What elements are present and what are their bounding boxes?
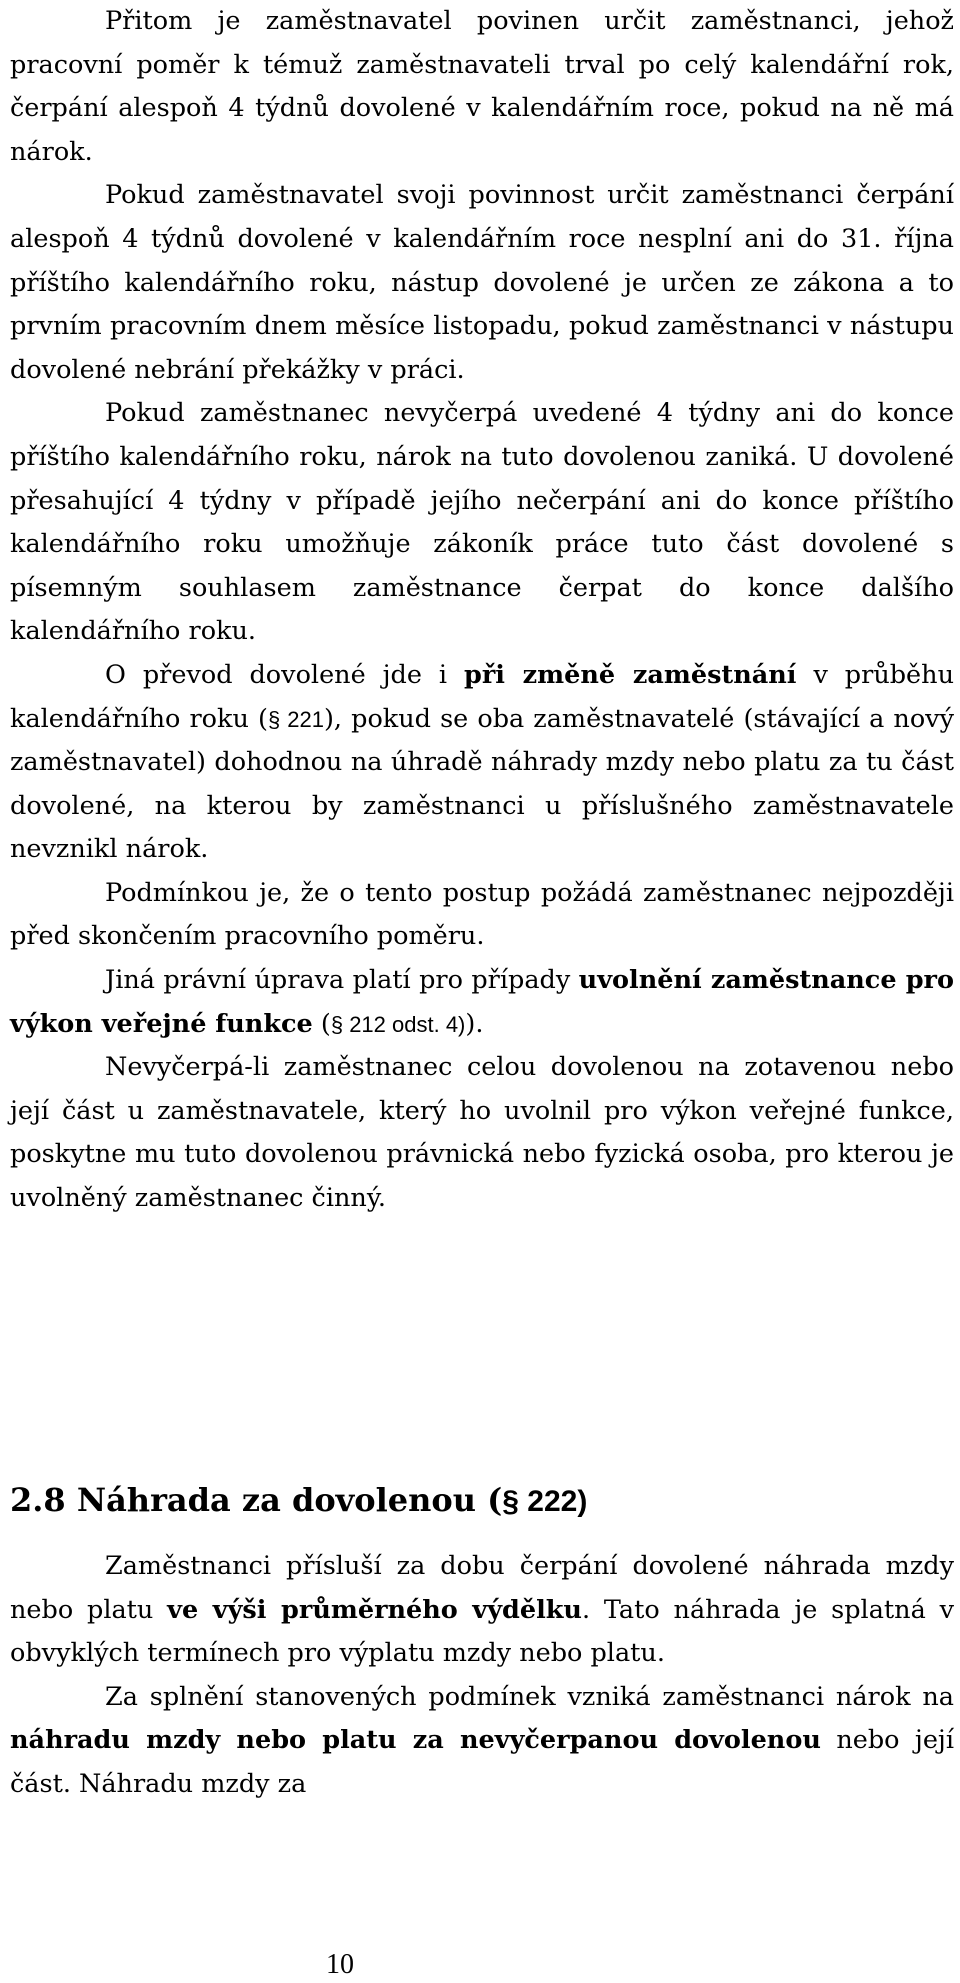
page-number: 10 [326, 1949, 354, 1980]
section-heading [10, 1480, 954, 1522]
paragraph-4-text-2: v průběhu kalendářního roku ( [10, 659, 954, 734]
paragraph-5 [10, 872, 954, 959]
paragraph-4-text-3: ), pokud se oba zaměstnavatelé (stávající a nový zaměstnavatel) dohodnou na úhradě náhrady mzdy nebo platu za tu část dovolené, na kterou by zaměstnanci u příslušného zaměstnavatele nevznikl nárok. [10, 703, 954, 865]
section-number: 2.8 [10, 1481, 66, 1519]
paragraph-9-bold: náhradu mzdy nebo platu za nevyčerpanou dovolenou [10, 1725, 821, 1756]
section-reference: 222) [518, 1485, 588, 1518]
section-open-paren: ( [487, 1481, 503, 1519]
paragraph-8 [10, 1545, 954, 1676]
text-block-lower [10, 1545, 954, 1807]
paragraph-4 [10, 654, 954, 872]
paragraph-8-bold: ve výši průměrného výdělku [167, 1594, 582, 1625]
paragraph-7 [10, 1046, 954, 1220]
paragraph-6-text-3: ). [465, 1008, 484, 1039]
text-block-upper [10, 0, 954, 1221]
paragraph-6-text-2: ( [312, 1008, 331, 1039]
paragraph-2 [10, 174, 954, 392]
paragraph-6 [10, 959, 954, 1046]
paragraph-1 [10, 0, 954, 174]
section-title: Náhrada za dovolenou [76, 1481, 476, 1519]
section-symbol: § [267, 706, 281, 732]
paragraph-6-reference: 212 odst. 4) [343, 1011, 466, 1037]
section-symbol: § [502, 1485, 519, 1518]
paragraph-9 [10, 1676, 954, 1807]
paragraph-8-text-2: . Tato náhrada je splatná v obvyklých termínech pro výplatu mzdy nebo platu. [10, 1594, 954, 1669]
paragraph-8-text: Zaměstnanci přísluší za dobu čerpání dovolené náhrada mzdy nebo platu [10, 1551, 954, 1625]
paragraph-4-bold: při změně zaměstnání [464, 659, 797, 690]
paragraph-2-text: Pokud zaměstnavatel svoji povinnost určit zaměstnanci čerpání alespoň 4 týdnů dovolené v kalendářním roce nesplní ani do 31. října příštího kalendářního roku, nástup dovolené je určen ze zákona a to prvním pracovním dnem měsíce listopadu, pokud zaměstnanci v nástupu dovolené nebrání překážky v práci. [10, 180, 954, 385]
paragraph-6-text: Jiná právní úprava platí pro případy [105, 965, 579, 996]
paragraph-5-text: Podmínkou je, že o tento postup požádá zaměstnanec nejpozději před skončením pracovního poměru. [10, 877, 954, 952]
paragraph-4-text: O převod dovolené jde i [105, 659, 465, 690]
paragraph-9-text-2: nebo její část. Náhradu mzdy za [10, 1725, 954, 1799]
paragraph-4-reference: 221 [280, 706, 324, 732]
section-symbol: § [330, 1011, 344, 1037]
paragraph-3-text: Pokud zaměstnanec nevyčerpá uvedené 4 týdny ani do konce příštího kalendářního roku, nárok na tuto dovolenou zaniká. U dovolené přesahující 4 týdny v případě jejího nečerpání ani do konce příštího kalendářního roku umožňuje zákoník práce tuto část dovolené s písemným souhlasem zaměstnance čerpat do konce dalšího kalendářního roku. [10, 398, 954, 647]
paragraph-7-text: Nevyčerpá-li zaměstnanec celou dovolenou na zotavenou nebo její část u zaměstnavatele, který ho uvolnil pro výkon veřejné funkce, poskytne mu tuto dovolenou právnická nebo fyzická osoba, pro kterou je uvolněný zaměstnanec činný. [10, 1052, 954, 1214]
paragraph-9-text: Za splnění stanovených podmínek vzniká zaměstnanci nárok na [105, 1681, 954, 1712]
paragraph-1-text: Přitom je zaměstnavatel povinen určit zaměstnanci, jehož pracovní poměr k témuž zaměstnavateli trval po celý kalendářní rok, čerpání alespoň 4 týdnů dovolené v kalendářním roce, pokud na ně má nárok. [10, 6, 954, 167]
paragraph-6-bold: uvolnění zaměstnance pro výkon veřejné funkce [10, 965, 954, 1039]
paragraph-3 [10, 392, 954, 654]
